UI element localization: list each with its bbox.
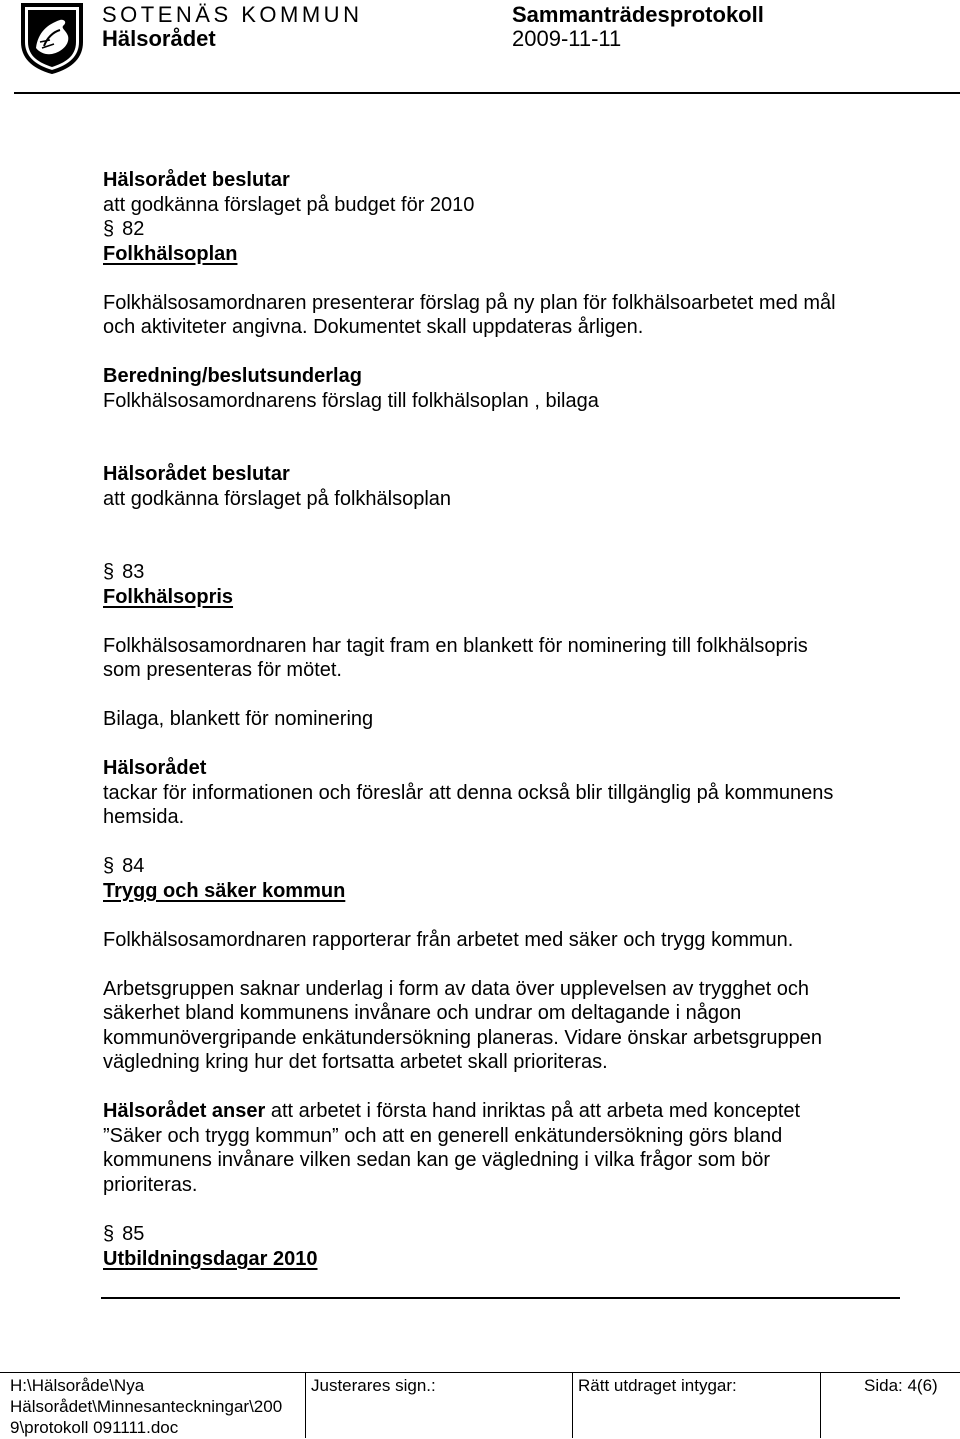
certify-label: Rätt utdraget intygar:	[578, 1376, 737, 1395]
section-84-paragraph-line: Arbetsgruppen saknar underlag i form av data över upplevelsen av trygghet och	[103, 978, 809, 1000]
section-83-number: § 83	[103, 561, 145, 583]
section-84-opinion-line: ”Säker och trygg kommun” och att en generell enkätundersökning görs bland	[103, 1125, 783, 1147]
section-84-number: § 84	[103, 855, 145, 877]
section-82-number: § 82	[103, 218, 145, 240]
budget-decision-text: att godkänna förslaget på budget för 2010	[103, 194, 475, 216]
section-85-title: Utbildningsdagar 2010	[103, 1248, 318, 1270]
budget-decision-heading: Hälsorådet beslutar	[103, 169, 290, 191]
section-84-opinion-line: kommunens invånare vilken sedan kan ge vägledning i vilka frågor som bör	[103, 1149, 771, 1171]
file-path-line: Hälsorådet\Minnesanteckningar\200	[10, 1397, 283, 1416]
section-84-paragraph-line: säkerhet bland kommunens invånare och undrar om deltagande i någon	[103, 1002, 742, 1024]
section-85-number: § 85	[103, 1223, 145, 1245]
section-number: 83	[122, 561, 145, 583]
section-82-paragraph-line: och aktiviteter angivna. Dokumentet skall uppdateras årligen.	[103, 316, 644, 338]
section-83-attachment: Bilaga, blankett för nominering	[103, 708, 374, 730]
section-83-paragraph-line: som presenteras för mötet.	[103, 659, 342, 681]
section-84-paragraph-line: vägledning kring hur det fortsatta arbetet skall prioriteras.	[103, 1051, 608, 1073]
document-type: Sammanträdesprotokoll	[512, 2, 764, 27]
adjuster-signature-label: Justerares sign.:	[311, 1376, 436, 1395]
opinion-lead: Hälsorådet anser	[103, 1100, 266, 1122]
section-82-prep-heading: Beredning/beslutsunderlag	[103, 365, 362, 387]
section-83-decision-heading: Hälsorådet	[103, 757, 207, 779]
footer-column-divider	[820, 1372, 821, 1438]
section-number: 84	[122, 855, 145, 877]
footer-column-divider	[305, 1372, 306, 1438]
page-number: Sida: 4(6)	[864, 1376, 938, 1395]
document-date: 2009-11-11	[512, 26, 622, 51]
section-82-title: Folkhälsoplan	[103, 243, 238, 265]
page-header	[0, 0, 960, 96]
header-divider	[14, 92, 960, 94]
department-name: Hälsorådet	[102, 26, 216, 51]
section-84-paragraph-line: kommunövergripande enkätundersökning planeras. Vidare önskar arbetsgruppen	[103, 1027, 822, 1049]
section-84-report: Folkhälsosamordnaren rapporterar från arbetet med säker och trygg kommun.	[103, 929, 794, 951]
body-end-divider	[101, 1297, 900, 1299]
section-82-decision-text: att godkänna förslaget på folkhälsoplan	[103, 488, 452, 510]
page-footer	[0, 1372, 960, 1438]
section-83-decision-line: hemsida.	[103, 806, 185, 828]
section-82-prep-text: Folkhälsosamordnarens förslag till folkhälsoplan , bilaga	[103, 390, 599, 412]
file-path-line: 9\protokoll 091111.doc	[10, 1418, 179, 1437]
section-82-paragraph-line: Folkhälsosamordnaren presenterar förslag på ny plan för folkhälsoarbetet med mål	[103, 292, 836, 314]
section-83-title: Folkhälsopris	[103, 586, 234, 608]
section-83-decision-line: tackar för informationen och föreslår att denna också blir tillgänglig på kommunens	[103, 782, 834, 804]
section-84-opinion-line: prioriteras.	[103, 1174, 198, 1196]
opinion-text: att arbetet i första hand inriktas på att arbeta med konceptet	[265, 1100, 801, 1122]
section-number: 82	[122, 218, 145, 240]
footer-top-border	[0, 1372, 960, 1373]
section-82-decision-heading: Hälsorådet beslutar	[103, 463, 290, 485]
section-83-paragraph-line: Folkhälsosamordnaren har tagit fram en blankett för nominering till folkhälsopris	[103, 635, 808, 657]
coat-of-arms-icon	[20, 2, 84, 74]
section-84-opinion-line	[103, 1099, 800, 1124]
section-84-title: Trygg och säker kommun	[103, 880, 346, 902]
footer-column-divider	[572, 1372, 573, 1438]
organization-name: SOTENÄS KOMMUN	[102, 2, 363, 27]
section-number: 85	[122, 1223, 145, 1245]
file-path-line: H:\Hälsoråde\Nya	[10, 1376, 145, 1395]
